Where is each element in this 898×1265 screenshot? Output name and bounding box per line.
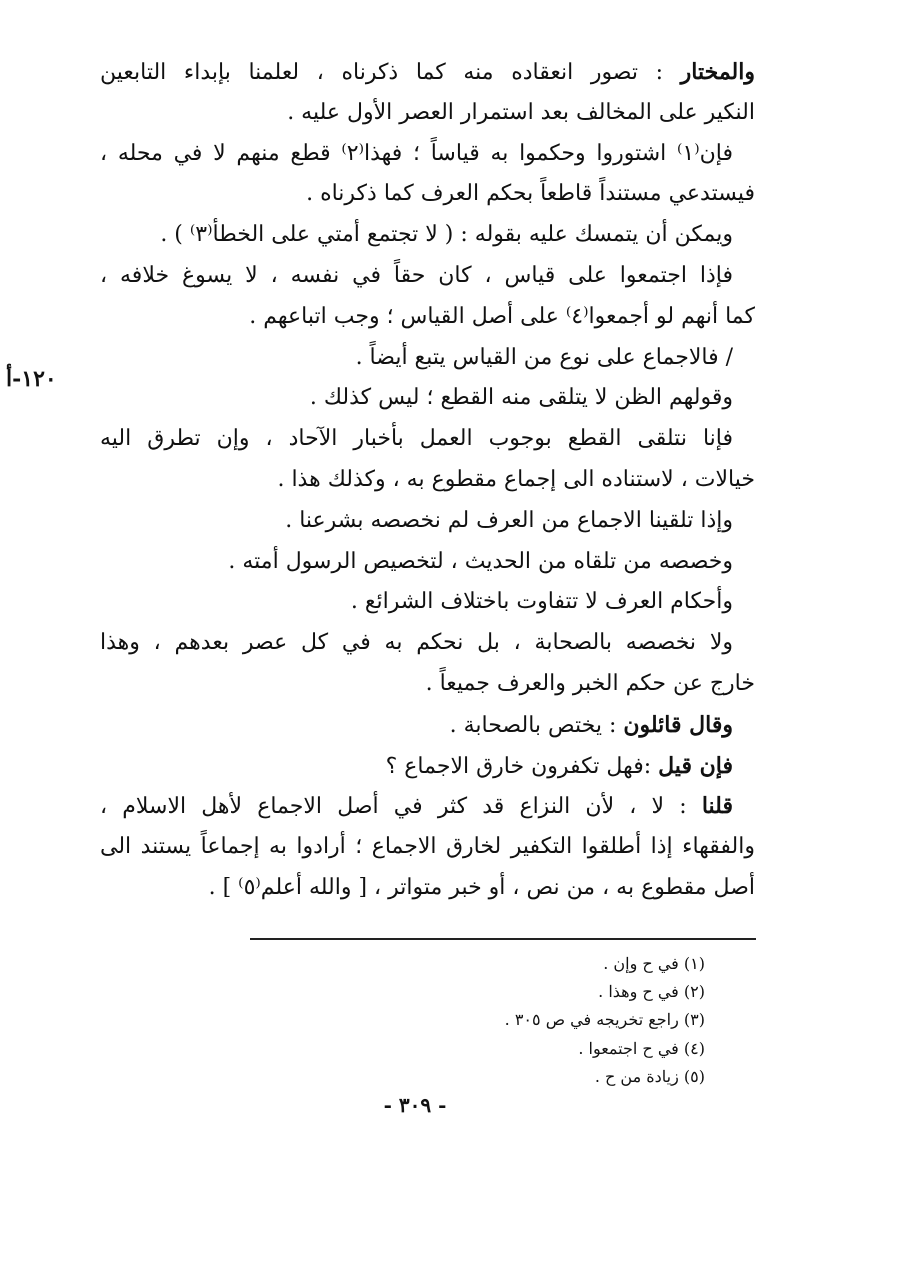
footnote: (٥) زيادة من ح .	[594, 1066, 705, 1086]
text-line: كما أنهم لو أجمعوا⁽٤⁾ على أصل القياس ؛ وجب اتباعهم .	[249, 303, 755, 329]
footnote-divider	[250, 938, 756, 940]
manuscript-folio-note: ١٢٠-أ	[6, 366, 57, 392]
text-span: : لا ، لأن النزاع قد كثر في أصل الاجماع لأهل الاسلام ،	[100, 794, 687, 820]
text-span: : تصور انعقاده منه كما ذكرناه ، لعلمنا بإبداء التابعين	[100, 60, 664, 85]
text-line: فيستدعي مستنداً قاطعاً بحكم العرف كما ذكرناه .	[306, 181, 755, 207]
text-line: النكير على المخالف بعد استمرار العصر الأول عليه .	[287, 99, 755, 125]
bold-term: والمختار	[680, 59, 755, 85]
main-text	[100, 52, 755, 909]
text-line: وخصصه من تلقاه من الحديث ، لتخصيص الرسول أمته .	[228, 548, 733, 574]
text-line: ولا نخصصه بالصحابة ، بل نحكم به في كل عصر بعدهم ، وهذا	[100, 630, 733, 656]
bold-term: وقال قائلون	[623, 711, 733, 738]
footnote: (٤) في ح اجتمعوا .	[578, 1038, 705, 1058]
text-line: فإن⁽١⁾ اشتوروا وحكموا به قياساً ؛ فهذا⁽٢⁾ قطع منهم لا في محله ،	[100, 140, 733, 166]
text-line: وأحكام العرف لا تتفاوت باختلاف الشرائع .	[350, 589, 733, 615]
bold-term: قلنا	[701, 793, 733, 820]
footnote: (١) في ح وإن .	[603, 954, 705, 973]
text-span: : يختص بالصحابة .	[449, 712, 617, 738]
text-line	[100, 786, 755, 827]
text-line	[100, 705, 755, 746]
footnote: (٣) راجع تخريجه في ص ٣٠٥ .	[504, 1010, 705, 1030]
text-span: :فهل تكفرون خارق الاجماع ؟	[385, 753, 652, 779]
text-line: / فالاجماع على نوع من القياس يتبع أيضاً .	[355, 344, 733, 370]
text-line: وقولهم الظن لا يتلقى منه القطع ؛ ليس كذلك .	[309, 385, 733, 411]
text-line: أصل مقطوع به ، من نص ، أو خبر متواتر ، [ والله أعلم⁽٥⁾ ] .	[208, 874, 755, 900]
page-number: - ٣٠٩ -	[383, 1093, 447, 1117]
footnote: (٢) في ح وهذا .	[598, 982, 705, 1002]
text-line: وإذا تلقينا الاجماع من العرف لم نخصصه بشرعنا .	[285, 507, 733, 533]
text-line: خيالات ، لاستناده الى إجماع مقطوع به ، وكذلك هذا .	[277, 466, 755, 492]
text-line: خارج عن حكم الخبر والعرف جميعاً .	[425, 670, 755, 696]
text-line: ويمكن أن يتمسك عليه بقوله : ( لا تجتمع أمتي على الخطأ⁽٣⁾ ) .	[160, 222, 733, 248]
footnotes	[380, 950, 705, 1091]
text-line	[100, 746, 755, 787]
text-line: والفقهاء إذا أطلقوا التكفير لخارق الاجماع ؛ أرادوا به إجماعاً يستند الى	[100, 834, 755, 860]
text-line: فإنا نتلقى القطع بوجوب العمل بأخبار الآحاد ، وإن تطرق اليه	[100, 426, 733, 452]
text-line: فإذا اجتمعوا على قياس ، كان حقاً في نفسه ، لا يسوغ خلافه ،	[100, 262, 733, 288]
bold-term: فإن قيل	[658, 752, 733, 779]
text-line	[100, 52, 755, 93]
